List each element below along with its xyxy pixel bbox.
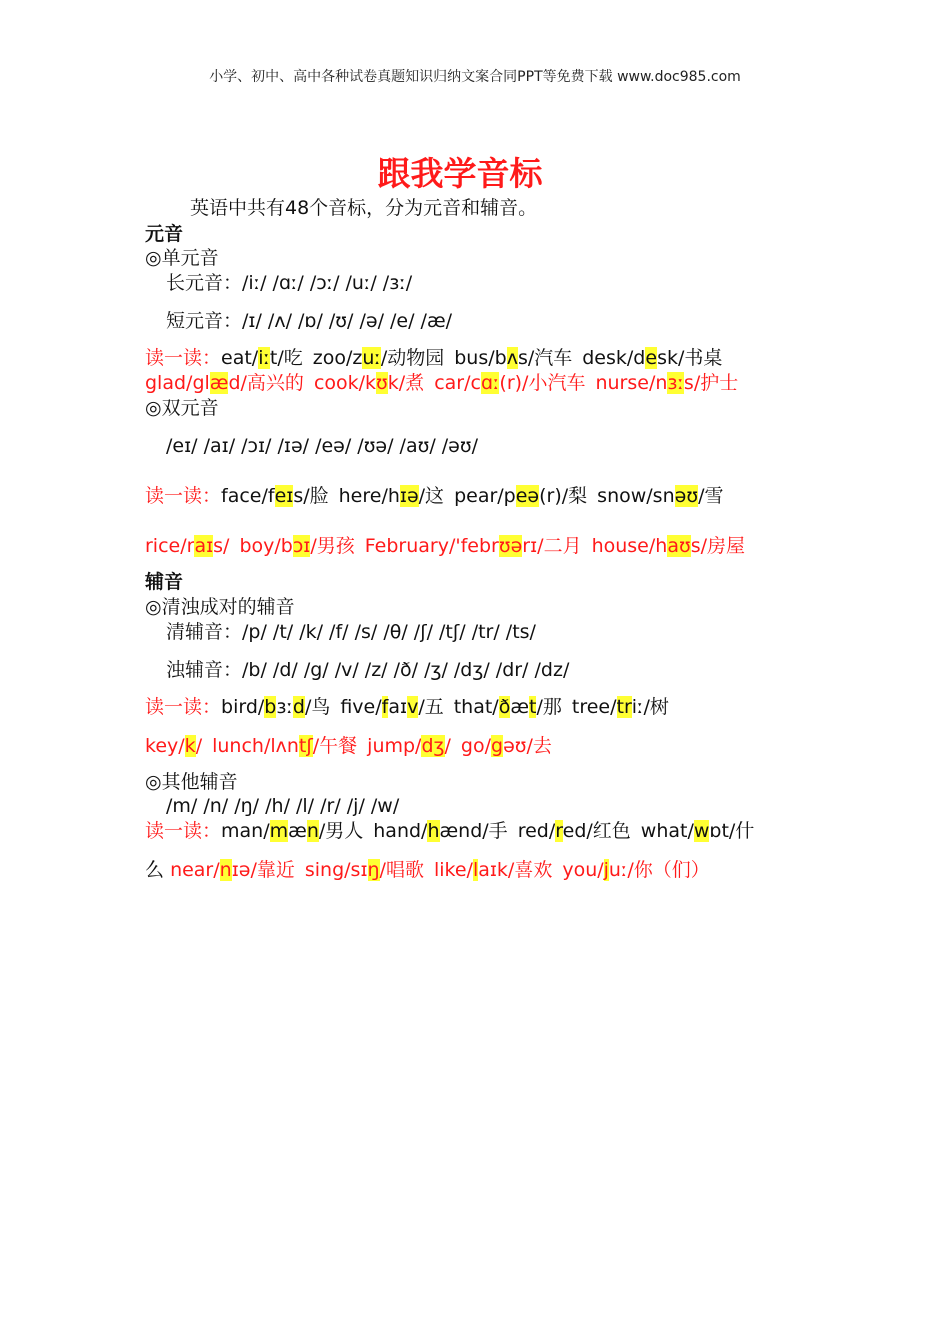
highlighted-phoneme: iː [258,347,270,369]
monophthong-label: ◎单元音 [145,247,219,269]
example-text: bus/b [454,347,507,369]
highlighted-phoneme: æ [209,372,229,394]
example-text: February/'febr [364,535,499,557]
highlighted-phoneme: w [693,820,710,842]
highlighted-phoneme: n [306,820,319,842]
example-text: ed/红色 [562,820,631,842]
consonants-heading: 辅音 [145,571,184,593]
example-text: iː/树 [631,696,669,718]
example-text: /雪 [698,485,724,507]
example-text: uː/你（们） [608,859,710,881]
example-text: (r)/小汽车 [499,372,586,394]
example-text: ɒt/什 [709,820,755,842]
example-word [145,735,202,757]
example-text: car/c [434,372,481,394]
example-text: red/ [517,820,556,842]
example-word [562,859,709,881]
short-vowels-label: 短元音： [166,310,243,332]
highlighted-phoneme: ð [498,696,511,718]
voiceless-list: /p/ /t/ /k/ /f/ /s/ /θ/ /ʃ/ /tʃ/ /tr/ /ts/ [242,621,536,643]
example-text: /午餐 [312,735,358,757]
read-label: 读一读： [145,485,222,507]
example-text: ænd/手 [439,820,508,842]
example-text: /五 [418,696,444,718]
highlighted-phoneme: v [407,696,419,718]
example-text: /鸟 [304,696,331,718]
example-text: key/ [145,735,185,757]
example-word [592,535,745,557]
example-word [305,859,424,881]
long-vowels-list: /iː/ /ɑː/ /ɔː/ /uː/ /ɜː/ [242,272,413,294]
example-word [212,735,357,757]
example-text: /那 [536,696,562,718]
page-header: 小学、初中、高中各种试卷真题知识归纳文案合同PPT等免费下载 www.doc985.com [209,69,741,85]
example-word [145,372,304,394]
example-word [572,696,669,718]
highlighted-phoneme: aɪ [194,535,214,557]
read-label: 读一读： [145,696,222,718]
highlighted-phoneme: ɑː [480,372,500,394]
example-text: near/ [170,859,220,881]
example-text: boy/b [239,535,293,557]
example-text: go/ [460,735,492,757]
example-text: rɪ/二月 [522,535,582,557]
example-word [221,347,303,369]
pair-examples-line2 [145,734,562,758]
example-word [461,735,552,757]
highlighted-phoneme: ʊə [498,535,523,557]
example-word [221,696,330,718]
example-word [221,820,363,842]
highlighted-phoneme: ʌ [506,347,518,369]
example-text: ɪə/靠近 [231,859,295,881]
example-text: five/ [340,696,382,718]
highlighted-phoneme: m [269,820,289,842]
example-text: what/ [640,820,694,842]
vowels-heading: 元音 [145,223,184,245]
voiced-row [166,658,569,682]
example-word [434,859,552,881]
diphthong-list: /eɪ/ /aɪ/ /ɔɪ/ /ɪə/ /eə/ /ʊə/ /aʊ/ /əʊ/ [166,435,479,457]
mono-examples-line2 [145,371,748,395]
example-text: like/ [433,859,473,881]
highlighted-phoneme: ʊ [376,372,388,394]
other-consonants-label: ◎其他辅音 [145,771,238,793]
highlighted-phoneme: eə [515,485,540,507]
example-text: / [195,735,203,757]
highlighted-phoneme: ɔɪ [292,535,311,557]
short-vowels-row [166,309,452,333]
example-word [340,696,443,718]
example-text: s/房屋 [690,535,746,557]
example-word [454,347,572,369]
example-word [365,535,582,557]
highlighted-phoneme: n [219,859,232,881]
example-text: sk/书桌 [657,347,723,369]
example-text: man/ [221,820,270,842]
example-text: s/汽车 [517,347,573,369]
example-word [373,820,507,842]
highlighted-phoneme: k [184,735,196,757]
highlighted-phoneme: j [603,859,609,881]
example-text: lunch/lʌn [212,735,299,757]
example-text: glad/gl [145,372,210,394]
highlighted-phoneme: uː [362,347,381,369]
example-word [582,347,722,369]
highlighted-phoneme: ɜː [667,372,684,394]
example-text: face/f [221,485,275,507]
example-word [313,347,444,369]
example-text: cook/k [313,372,377,394]
page-title: 跟我学音标 [377,154,543,193]
example-text: desk/d [582,347,646,369]
example-word [454,485,587,507]
example-text: /男人 [318,820,364,842]
example-text: pear/p [454,485,516,507]
highlighted-phoneme: t [529,696,537,718]
highlighted-phoneme: əʊ [674,485,699,507]
example-text: zoo/z [312,347,363,369]
diph-examples-line1 [145,484,733,508]
highlighted-phoneme: l [472,859,479,881]
highlighted-phoneme: eɪ [274,485,294,507]
example-word [641,820,755,842]
highlighted-phoneme: h [427,820,440,842]
example-text: /唱歌 [379,859,424,881]
example-text: / [444,735,451,757]
highlighted-phoneme: dʒ [421,735,445,757]
highlighted-phoneme: r [555,820,563,842]
mono-examples-line1 [145,346,732,370]
highlighted-phoneme: aʊ [667,535,691,557]
pair-examples-line1 [145,695,679,719]
other-examples-line1 [145,819,764,843]
example-word [367,735,451,757]
example-word [454,696,562,718]
highlighted-phoneme: ɪə [399,485,419,507]
example-text: that/ [453,696,499,718]
example-text: rice/r [145,535,195,557]
example-text: d/高兴的 [228,372,304,394]
example-text: t/吃 [269,347,303,369]
example-text: snow/sn [597,485,675,507]
highlighted-phoneme: g [491,735,504,757]
example-text: aɪk/喜欢 [478,859,553,881]
example-text: you/ [562,859,604,881]
example-text: æ [288,820,307,842]
example-word [339,485,444,507]
highlighted-phoneme: f [381,696,389,718]
example-text: hand/ [373,820,428,842]
example-text: nurse/n [595,372,668,394]
voiced-list: /b/ /d/ /g/ /v/ /z/ /ð/ /ʒ/ /dʒ/ /dr/ /dz/ [242,659,570,681]
example-text: house/h [591,535,668,557]
example-text: s/ [213,535,230,557]
highlighted-phoneme: ŋ [367,859,380,881]
example-text: /动物园 [380,347,445,369]
example-text: sing/sɪ [304,859,368,881]
highlighted-phoneme: b [264,696,277,718]
other-examples-line2 [145,858,720,882]
example-text: æ [510,696,530,718]
example-word [518,820,631,842]
example-text: tree/ [571,696,617,718]
other-line2-lead: 么 [145,859,165,881]
example-word [314,372,424,394]
example-text: jump/ [367,735,422,757]
intro-text: 英语中共有48个音标，分为元音和辅音。 [190,197,538,219]
example-word [221,485,329,507]
example-text: əʊ/去 [503,735,552,757]
example-text: eat/ [221,347,259,369]
example-text: bird/ [221,696,265,718]
example-text: (r)/梨 [539,485,588,507]
read-label: 读一读： [145,820,222,842]
example-text: /男孩 [310,535,355,557]
example-word [145,535,229,557]
voiced-label: 浊辅音： [166,659,243,681]
short-vowels-list: /ɪ/ /ʌ/ /ɒ/ /ʊ/ /ə/ /e/ /æ/ [242,310,453,332]
example-word [597,485,723,507]
highlighted-phoneme: e [645,347,658,369]
highlighted-phoneme: tʃ [298,735,313,757]
example-text: /这 [418,485,445,507]
example-text: ɜː [276,696,293,718]
diphthong-label: ◎双元音 [145,397,219,419]
voiceless-row [166,620,536,644]
example-word [595,372,738,394]
example-text: aɪ [388,696,408,718]
long-vowels-label: 长元音： [166,272,243,294]
paired-consonants-label: ◎清浊成对的辅音 [145,596,295,618]
voiceless-label: 清辅音： [166,621,243,643]
long-vowels-row [166,271,412,295]
other-consonants-list: /m/ /n/ /ŋ/ /h/ /l/ /r/ /j/ /w/ [166,795,400,817]
example-text: k/煮 [387,372,425,394]
example-word [170,859,295,881]
example-text: s/护士 [683,372,739,394]
example-word [434,372,585,394]
diph-examples-line2 [145,534,755,558]
highlighted-phoneme: d [292,696,305,718]
read-label: 读一读： [145,347,222,369]
example-text: here/h [338,485,400,507]
example-text: s/脸 [293,485,329,507]
highlighted-phoneme: tr [616,696,632,718]
example-word [239,535,354,557]
